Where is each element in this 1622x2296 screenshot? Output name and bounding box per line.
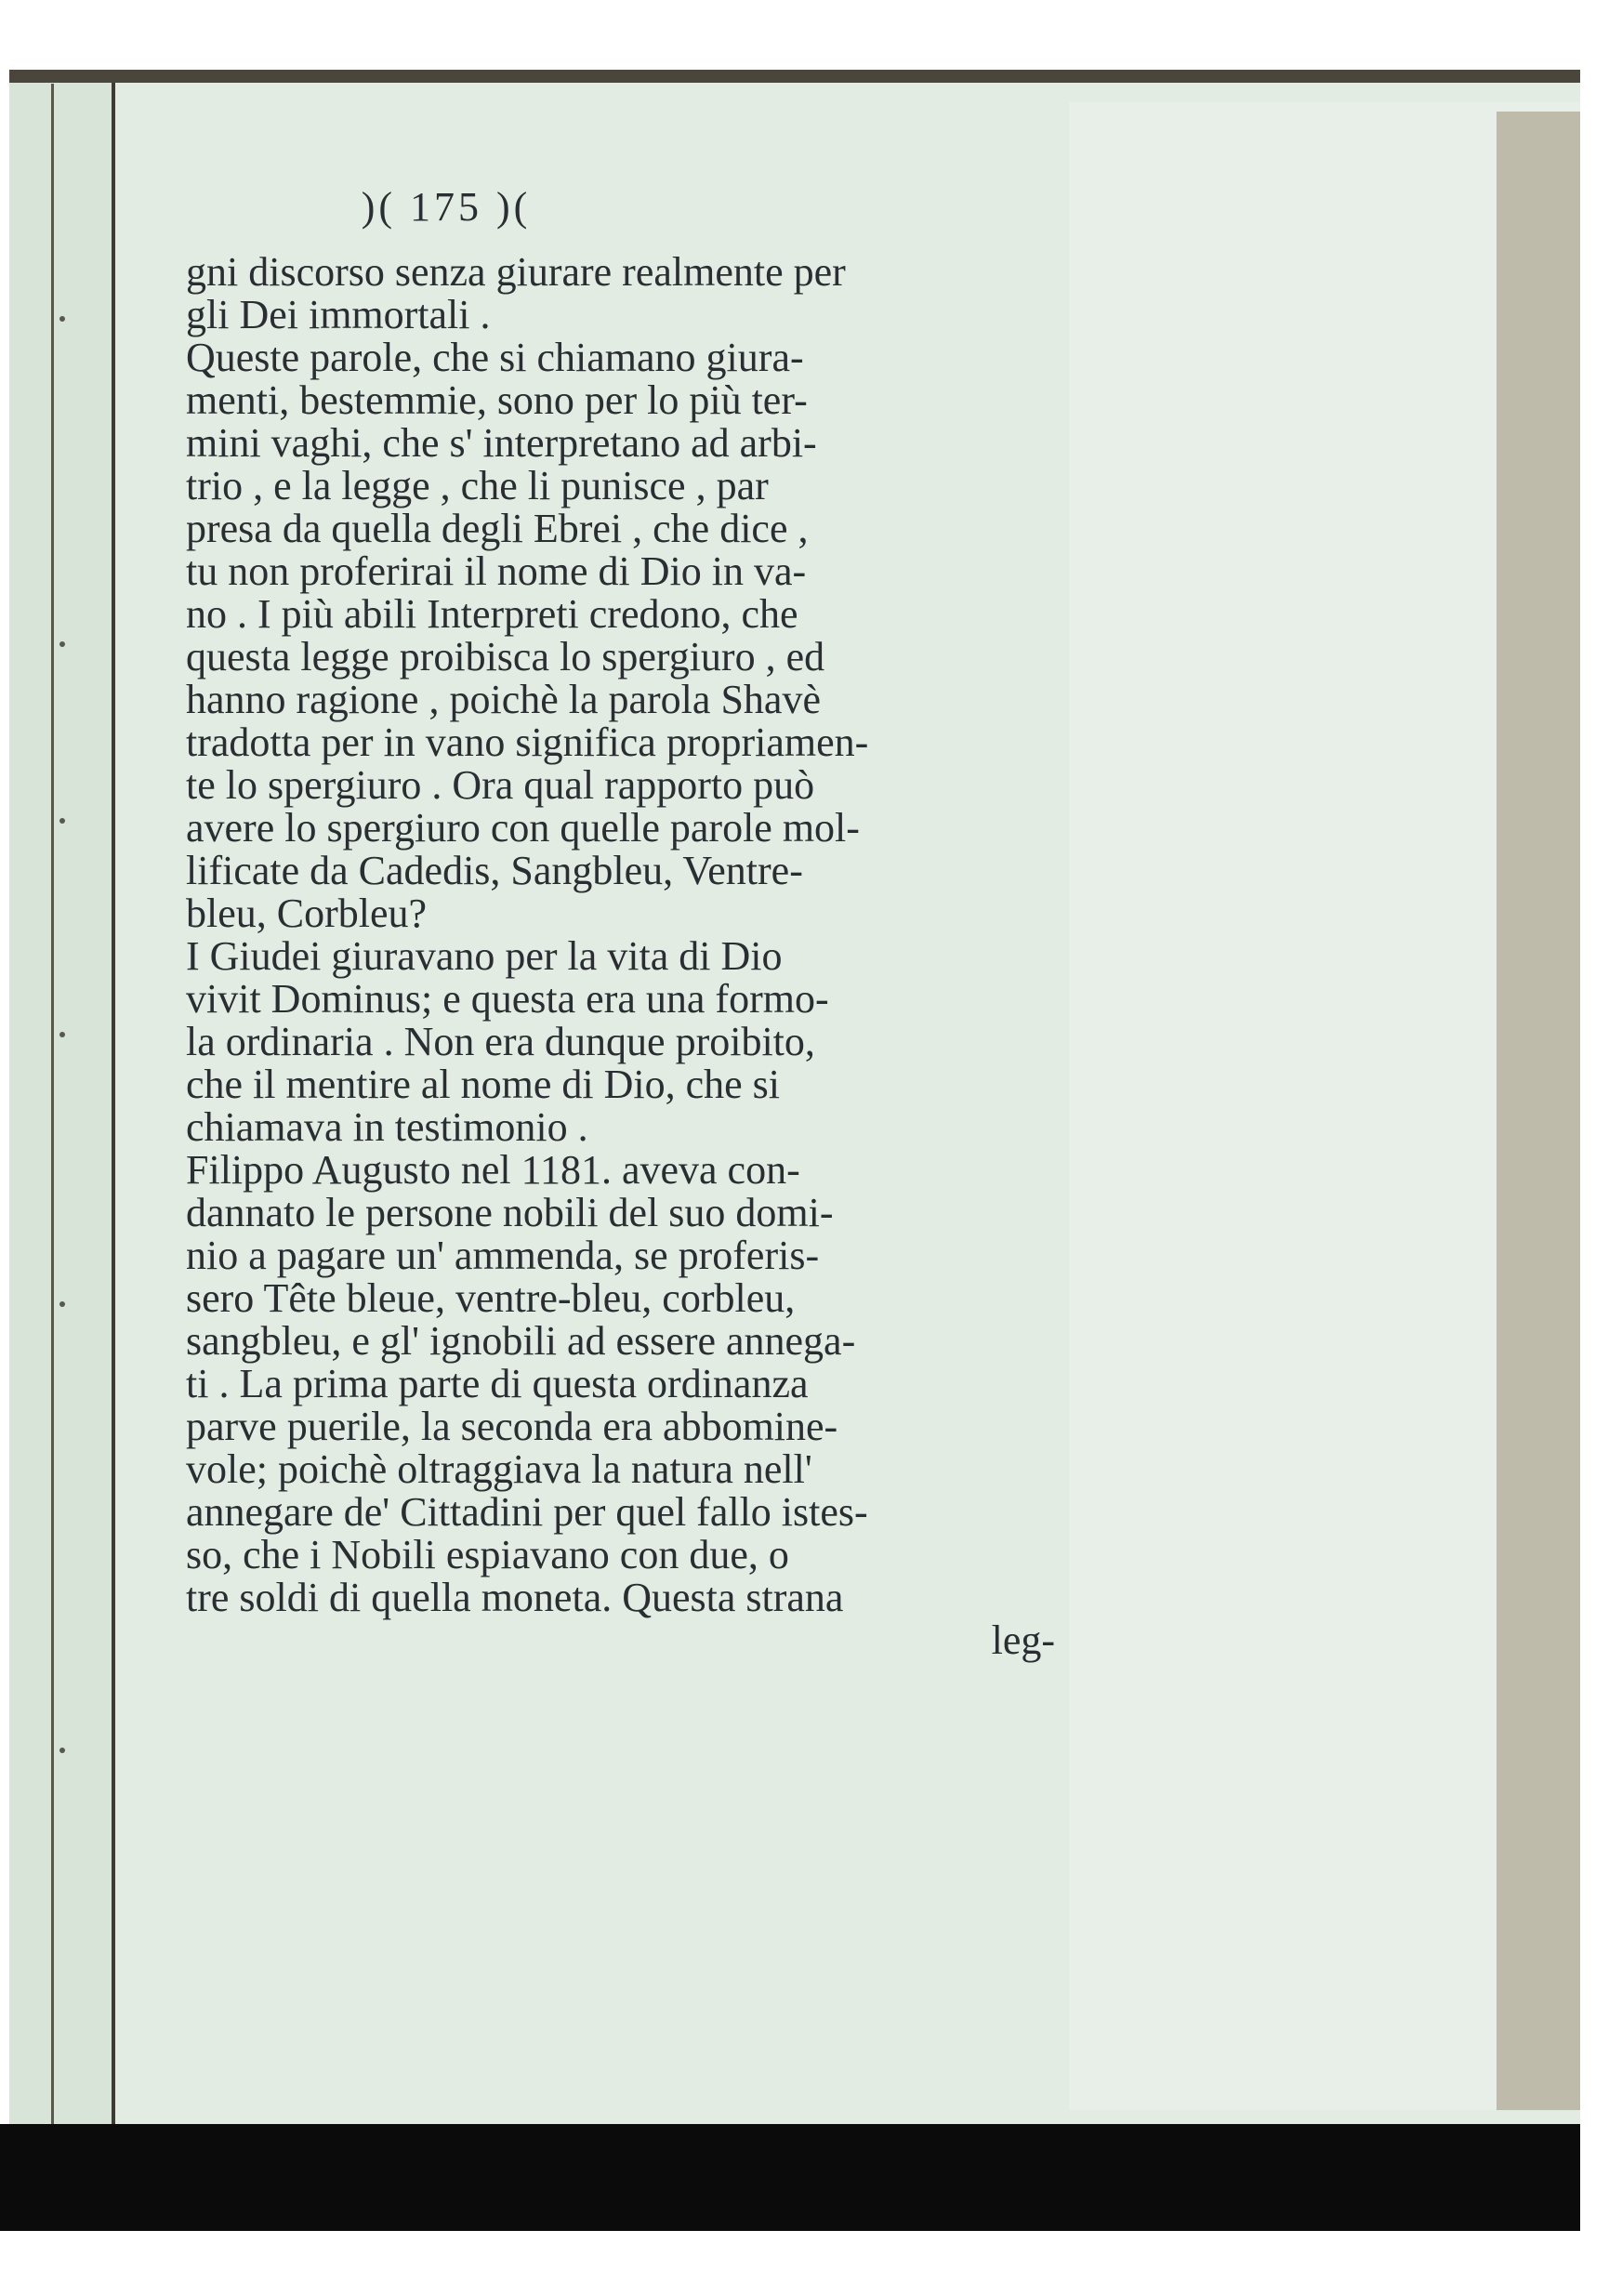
body-text	[186, 251, 1078, 1619]
text-line: mini vaghi, che s' interpretano ad arbi-	[186, 420, 817, 466]
scanner-band	[0, 2124, 1580, 2231]
page-number: )( 175 )(	[361, 184, 532, 230]
text-line: hanno ragione , poichè la parola Shavè	[186, 677, 821, 722]
text-line: sangbleu, e gl' ignobili ad essere annega-	[186, 1318, 856, 1364]
gutter-mark	[59, 818, 65, 824]
text-line: tre soldi di quella moneta. Questa strana	[186, 1575, 844, 1620]
text-line: I Giudei giuravano per la vita di Dio	[186, 933, 783, 979]
text-line: no . I più abili Interpreti credono, che	[186, 591, 798, 637]
text-line: te lo spergiuro . Ora qual rapporto può	[186, 762, 815, 808]
text-line: gli Dei immortali .	[186, 292, 491, 337]
text-line: ti . La prima parte di questa ordinanza	[186, 1361, 809, 1406]
text-line: lificate da Cadedis, Sangbleu, Ventre-	[186, 848, 803, 893]
text-line: vivit Dominus; e questa era una formo-	[186, 976, 829, 1022]
gutter-mark	[59, 316, 65, 322]
text-line: la ordinaria . Non era dunque proibito,	[186, 1019, 815, 1064]
text-line: tradotta per in vano significa propriamen-	[186, 719, 869, 765]
edge-stain	[1497, 112, 1580, 2110]
text-line: parve puerile, la seconda era abbomine-	[186, 1404, 838, 1449]
text-line: avere lo spergiuro con quelle parole mol-	[186, 805, 860, 851]
text-line: nio a pagare un' ammenda, se proferis-	[186, 1233, 820, 1278]
top-edge	[9, 70, 1580, 83]
gutter-mark	[59, 641, 65, 647]
text-line: menti, bestemmie, sono per lo più ter-	[186, 377, 808, 423]
text-line: che il mentire al nome di Dio, che si	[186, 1062, 781, 1107]
catchword: leg-	[991, 1617, 1055, 1663]
text-line: tu non proferirai il nome di Dio in va-	[186, 548, 807, 594]
text-line: dannato le persone nobili del suo domi-	[186, 1190, 834, 1235]
book-gutter	[9, 74, 115, 2129]
text-block	[186, 186, 1078, 1662]
text-line: gni discorso senza giurare realmente per	[186, 249, 846, 295]
text-line: Queste parole, che si chiamano giura-	[186, 335, 804, 380]
text-line: Filippo Augusto nel 1181. aveva con-	[186, 1147, 800, 1193]
text-line: annegare de' Cittadini per quel fallo istes-	[186, 1489, 868, 1535]
text-line: bleu, Corbleu?	[186, 891, 428, 936]
text-line: so, che i Nobili espiavano con due, o	[186, 1532, 789, 1577]
text-line: vole; poichè oltraggiava la natura nell'	[186, 1446, 812, 1492]
gutter-mark	[59, 1301, 65, 1307]
text-line: questa legge proibisca lo spergiuro , ed	[186, 634, 825, 680]
text-line: sero Tête bleue, ventre-bleu, corbleu,	[186, 1275, 796, 1321]
gutter-mark	[59, 1032, 65, 1037]
text-line: trio , e la legge , che li punisce , par	[186, 463, 769, 508]
text-line: chiamava in testimonio .	[186, 1104, 588, 1150]
text-line: presa da quella degli Ebrei , che dice ,	[186, 506, 809, 551]
gutter-mark	[59, 1748, 65, 1753]
gutter-line	[51, 84, 54, 2129]
